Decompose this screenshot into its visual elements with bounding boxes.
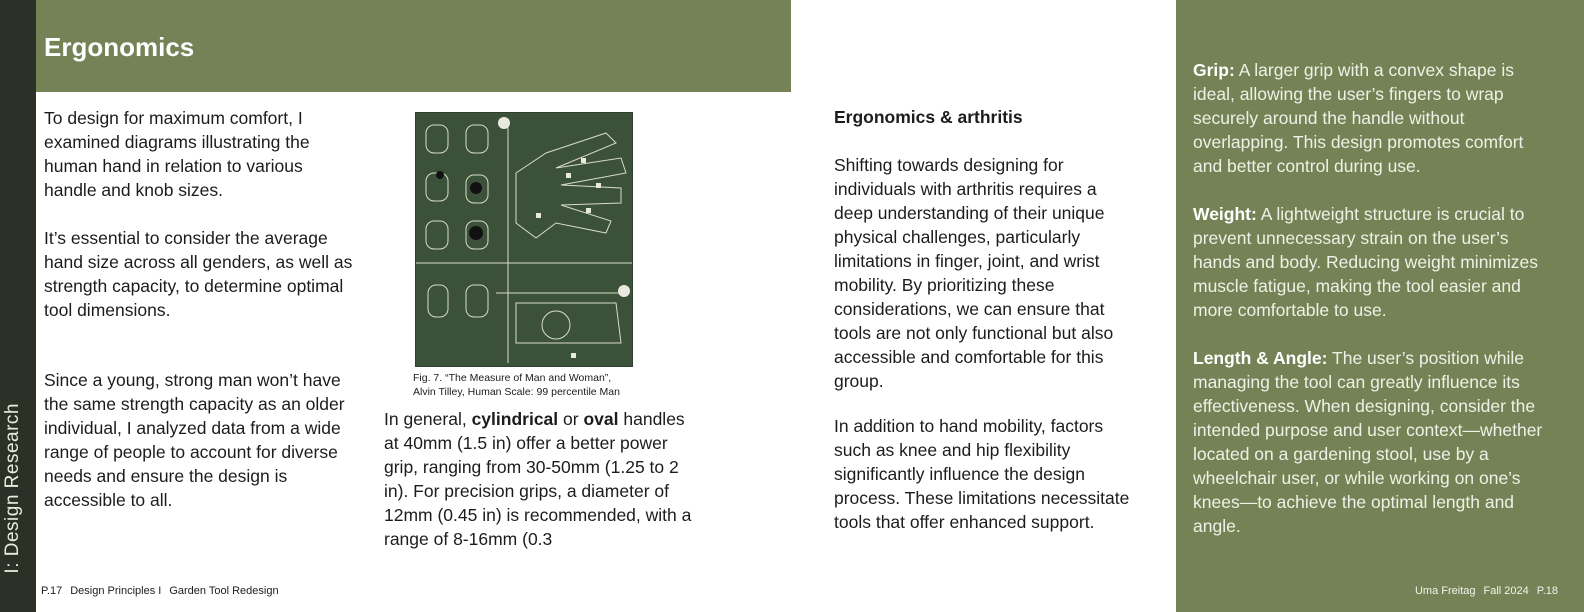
footer-project: Garden Tool Redesign [169,585,279,597]
section-label: I: Design Research [2,403,23,574]
side-strip [0,0,36,612]
grip-size-paragraph [384,407,700,551]
page-title: Ergonomics [44,32,195,62]
oval-term: oval [583,409,619,429]
hand-diagram-illustration [416,113,633,367]
footer-page-right: P.18 [1536,585,1558,597]
left-paragraph-3: Since a young, strong man won’t have the same strength capacity as an older individual, I analyzed data from a wide range of people to account for diverse needs and ensure the design is accessible to all. [44,370,345,510]
grip-size-intro: In general, [384,409,467,429]
grip-guideline [1193,58,1553,178]
grip-size-body: handles at 40mm (1.5 in) offer a better power grip, ranging from 30-50mm (1.25 to 2 in). For precision grips, a diameter of 12mm (0.45 in) is recommended, with a range of 8-16mm (0.3 [384,409,692,549]
figure-caption-line-1: Fig. 7. “The Measure of Man and Woman”, [413,372,612,384]
grip-text: A larger grip with a convex shape is ideal, allowing the user’s fingers to wrap securely around the handle without overlapping. This design promotes comfort and better control during use. [1193,60,1524,176]
length-angle-text: The user’s position while managing the tool can greatly influence its effectiveness. When designing, consider the intended purpose and user context—whether located on a gardening stool, use by a wheelchair user, or while working on one’s knees—to achieve the optimal length and angle. [1193,348,1543,536]
footer-page-left: P.17 [41,585,63,597]
or-word: or [563,409,579,429]
weight-guideline [1193,202,1553,322]
grip-label: Grip: [1193,60,1235,80]
footer-section: Design Principles I [70,585,162,597]
length-angle-guideline [1193,346,1553,538]
arthritis-paragraph-1: Shifting towards designing for individuals with arthritis requires a deep understanding of their unique physical challenges, particularly limitations in finger, joint, and wrist mobility. By prioritizing these considerations, we can ensure that tools are not only functional but also accessible and comfortable for this group. [834,155,1114,391]
left-paragraph-1: To design for maximum comfort, I examined diagrams illustrating the human hand in relation to various handle and knob sizes. [44,108,310,200]
figure-caption-line-2: Alvin Tilley, Human Scale: 99 percentile Man [413,386,620,398]
length-angle-label: Length & Angle: [1193,348,1328,368]
weight-label: Weight: [1193,204,1257,224]
left-paragraph-2: It’s essential to consider the average hand size across all genders, as well as strength capacity, to determine optimal tool dimensions. [44,228,353,320]
footer-term: Fall 2024 [1483,585,1529,597]
footer-left [41,585,287,597]
figure-caption [413,371,673,399]
weight-text: A lightweight structure is crucial to prevent unnecessary strain on the user’s hands and body. Reducing weight minimizes muscle fatigue, making the tool easier and more comfortable to use. [1193,204,1539,320]
title-bar [36,0,791,92]
arthritis-paragraph-2: In addition to hand mobility, factors such as knee and hip flexibility significantly influence the design process. These limitations necessitate tools that offer enhanced support. [834,416,1130,532]
cylindrical-term: cylindrical [471,409,559,429]
footer-right [1407,585,1558,597]
footer-author: Uma Freitag [1414,585,1476,597]
arthritis-heading: Ergonomics & arthritis [834,107,1023,127]
guidelines-panel [1176,0,1584,612]
hand-diagram-figure [415,112,633,367]
